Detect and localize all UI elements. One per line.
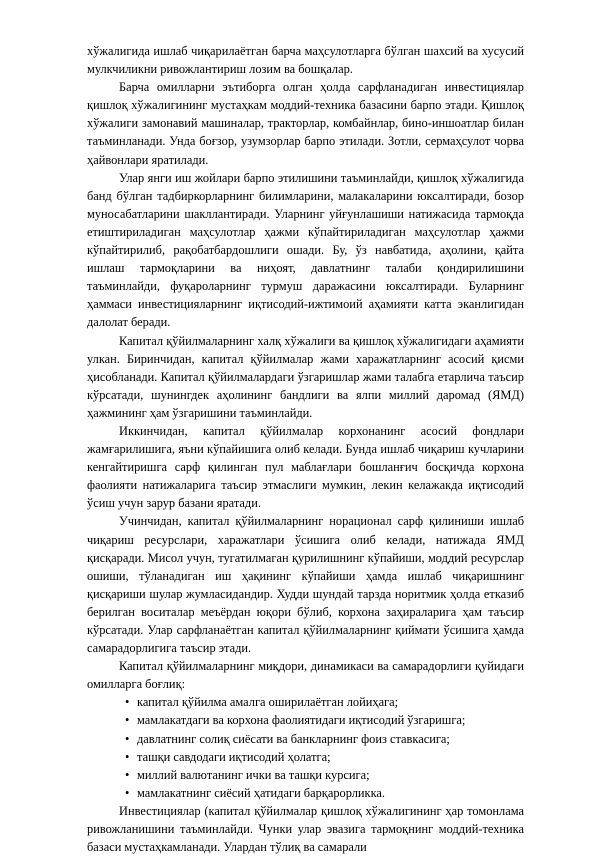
list-item: • миллий валютанинг ички ва ташқи курсига;	[125, 766, 524, 784]
bullet-icon: •	[125, 767, 130, 782]
list-item: • давлатнинг солиқ сиёсати ва банкларнинг фоиз ставкасига;	[125, 730, 524, 748]
bullet-icon: •	[125, 695, 130, 710]
list-item: • мамлакатнинг сиёсий ҳатидаги барқарорликка.	[125, 784, 524, 802]
paragraph-1: хўжалигида ишлаб чиқарилаётган барча маҳсулотларга бўлган шахсий ва хусусий мулкчиликни ривожлантириш лозим ва бошқалар.	[87, 44, 524, 77]
list-item: • мамлакатдаги ва корхона фаолиятидаги иқтисодий ўзгаришга;	[125, 711, 524, 729]
paragraph-2: Барча омилларни эътиборга олган ҳолда сарфланадиган инвестициялар қишлоқ хўжалигининг мустаҳкам моддий-техника базасини барпо этади. Қишлоқ хўжалиги замонавий машиналар, тракторлар, комбайнлар, бино-иншоатлар билан таъминланади. Унда боғзор, узумзорлар барпо этилади. Зотли, сермаҳсулот чорва ҳайвонлари яратилади.	[87, 80, 524, 167]
list-item: • капитал қўйилма амалга оширилаётган лойиҳага;	[125, 693, 524, 711]
paragraph-3: Улар янги иш жойлари барпо этилишини таъминлайди, қишлоқ хўжалигида банд бўлган тадбиркорларнинг билимларини, малакаларини юксалтиради, бозор муносабатларини шакллантиради. Уларнинг уйғунлашиши натижасида тармоқда етиштириладиган маҳсулотлар ҳажми кўпайтириладиган маҳсулотлар ҳажми кўпайтирилиб, рақобатбардошлиги ошади. Бу, ўз навбатида, аҳолини, қайта ишлаш тармоқларини ва ниҳоят, давлатнинг талаби қондирилишини таъминлайди, фуқароларнинг турмуш даражасини юксалтиради. Буларнинг ҳаммаси инвестицияларнинг иқтисодий-ижтимоий аҳамияти катта эканлигидан далолат беради.	[87, 170, 524, 330]
bullet-icon: •	[125, 731, 130, 746]
paragraph-6: Учинчидан, капитал қўйилмаларнинг норационал сарф қилиниши ишлаб чиқариш ресурслари, харажатлари ўсишига олиб келади, натижада ЯМД қисқаради. Мисол учун, тугатилмаган қурилишнинг кўпайиши, моддий ресурслар ошиши, тўланадиган иш ҳақининг кўпайиши ҳамда ишлаб чиқаришнинг қисқариши шулар жумласидандир. Худди шундай тарзда норитмик ҳолда етказиб берилган воситалар меъёрдан юқори бўлиб, корхона заҳираларига ҳам таъсир кўрсатади. Улар сарфланаётган капитал қўйилмаларнинг қиймати ўсишига ҳамда самарадорлигига таъсир этади.	[87, 514, 524, 656]
paragraph-4: Капитал қўйилмаларнинг халқ хўжалиги ва қишлоқ хўжалигидаги аҳамияти улкан. Биринчидан, капитал қўйилмалар жами харажатларнинг асосий қисми ҳисобланади. Капитал қўйилмалардаги ўзгаришлар жами талабга етарлича таъсир кўрсатади, шунингдек аҳолининг бандлиги ва ялпи миллий даромад (ЯМД) ҳажмининг ҳам ўзгаришини таъминлайди.	[87, 333, 524, 420]
paragraph-8: Инвестициялар (капитал қўйилмалар қишлоқ хўжалигининг ҳар томонлама ривожланишини таъминлайди. Чунки улар эвазига тармоқнинг моддий-техника базаси мустаҳкамланади. Улардан тўлиқ ва самарали	[87, 803, 524, 855]
factor-list	[87, 693, 524, 802]
paragraph-7: Капитал қўйилмаларнинг миқдори, динамикаси ва самарадорлиги қуйидаги омилларга боғлиқ:	[87, 659, 524, 692]
bullet-icon: •	[125, 785, 130, 800]
list-item: • ташқи савдодаги иқтисодий ҳолатга;	[125, 748, 524, 766]
bullet-icon: •	[125, 713, 130, 728]
bullet-icon: •	[125, 749, 130, 764]
paragraph-5: Иккинчидан, капитал қўйилмалар корхонанинг асосий фондлари жамғарилишига, яъни кўпайишига олиб келади. Бунда ишлаб чиқариш кучларини кенгайтиришга сарф қилинган пул маблағлари бошланғич босқичда корхона фаолияти натижаларига таъсир этмаслиги мумкин, лекин келажакда иқтисодий ўсиш учун зарур базани яратади.	[87, 423, 524, 511]
document-page	[87, 42, 524, 856]
